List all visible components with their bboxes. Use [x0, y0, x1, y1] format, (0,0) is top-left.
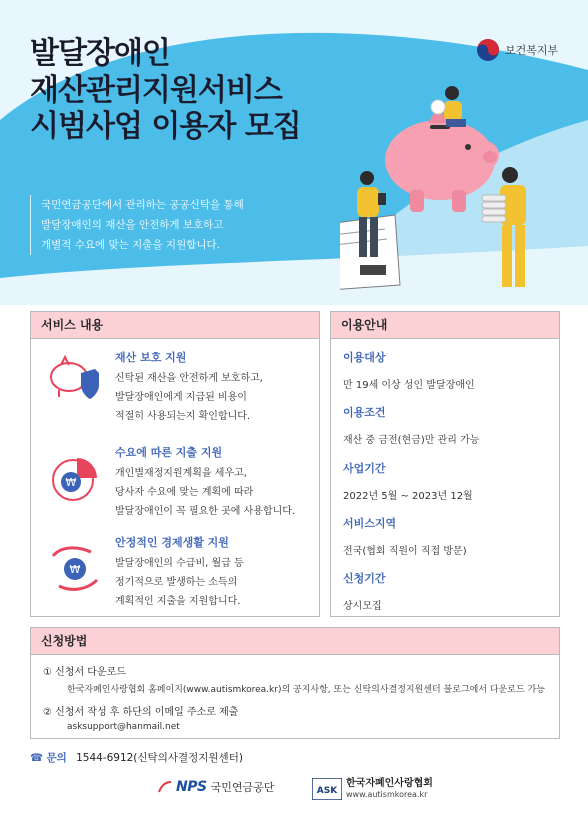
apply-step-2: ② 신청서 작성 후 하단의 이메일 주소로 제출 — [43, 707, 239, 718]
services-header: 서비스 내용 — [31, 312, 319, 339]
usage-value: 재산 중 금전(현금)만 관리 가능 — [343, 435, 480, 446]
ministry-name: 보건복지부 — [505, 44, 559, 57]
title-line-1: 발달장애인 — [30, 36, 170, 71]
nps-logo — [158, 779, 274, 795]
intro-line: 국민연금공단에서 관리하는 공공신탁을 통해 — [41, 199, 244, 211]
ministry-logo — [476, 38, 558, 62]
usage-label: 이용조건 — [343, 406, 386, 419]
usage-item — [343, 570, 386, 612]
usage-value: 만 19세 이상 성인 발달장애인 — [343, 380, 475, 391]
taeguk-emblem-icon — [476, 38, 500, 62]
usage-value: 2022년 5월 ~ 2023년 12월 — [343, 491, 473, 502]
usage-label: 사업기간 — [343, 462, 386, 475]
won-pie-chart-icon — [47, 450, 103, 506]
intro-text — [30, 195, 341, 255]
service-title: 안정적인 경제생활 지원 — [115, 536, 229, 549]
hands-won-coin-icon — [47, 540, 103, 596]
hero-illustration — [340, 85, 570, 290]
intro-line: 개별적 수요에 맞는 지출을 지원합니다. — [41, 239, 220, 251]
nps-swoosh-icon — [158, 780, 172, 794]
usage-item — [343, 349, 475, 391]
kaa-url[interactable]: www.autismkorea.kr — [346, 790, 428, 799]
usage-label: 신청기간 — [343, 572, 386, 585]
service-title: 수요에 따른 지출 지원 — [115, 446, 223, 459]
usage-item — [343, 404, 479, 446]
usage-box — [330, 311, 560, 617]
usage-header: 이용안내 — [331, 312, 559, 339]
title-line-3: 시범사업 이용자 모집 — [30, 109, 301, 145]
kaa-text — [346, 778, 433, 800]
usage-item — [343, 515, 467, 557]
nps-name: 국민연금공단 — [210, 781, 275, 794]
kaa-name: 한국자폐인사랑협회 — [346, 778, 433, 789]
usage-value: 상시모집 — [343, 601, 382, 612]
service-title: 재산 보호 지원 — [115, 351, 187, 364]
nps-mark: NPS — [176, 779, 207, 795]
contact-label: 문의 — [46, 752, 67, 764]
ask-badge-text: ASK — [316, 786, 338, 796]
phone-icon: ☎ — [30, 752, 44, 764]
piggy-shield-icon — [47, 353, 103, 403]
kaa-logo — [312, 778, 433, 800]
intro-line: 발달장애인의 재산을 안전하게 보호하고 — [41, 219, 224, 231]
apply-email[interactable]: asksupport@hanmail.net — [67, 722, 180, 732]
contact-number[interactable]: 1544-6912(신탁의사결정지원센터) — [76, 752, 243, 764]
page-title — [30, 36, 301, 146]
service-desc: 개인별재정지원계획을 세우고, 당사자 수요에 맞는 계획에 따라 발달장애인이 꼭 필요한 곳에 사용합니다. — [115, 468, 296, 517]
contact-line — [30, 750, 243, 765]
apply-step-1: ① 신청서 다운로드 — [43, 667, 126, 678]
title-line-2: 재산관리지원서비스 — [30, 72, 282, 108]
usage-label: 서비스지역 — [343, 517, 397, 530]
service-desc: 신탁된 재산을 안전하게 보호하고, 발달장애인에게 지급된 비용이 적절히 사용되는지 확인합니다. — [115, 373, 263, 422]
usage-label: 이용대상 — [343, 351, 386, 364]
usage-item — [343, 460, 473, 502]
services-box — [30, 311, 320, 617]
usage-value: 전국(협회 직원이 직접 방문) — [343, 546, 467, 557]
service-desc: 발달장애인의 수급비, 월급 등 정기적으로 발생하는 소득의 계획적인 지출을 지원합니다. — [115, 558, 244, 607]
hero-banner — [0, 0, 588, 305]
apply-step-1-detail: 한국자폐인사랑협회 홈페이지(www.autismkorea.kr)의 공지사항, 또는 신탁의사결정지원센터 블로그에서 다운로드 가능 — [67, 685, 545, 695]
person-coins-icon — [482, 167, 526, 287]
ask-badge-icon — [312, 778, 342, 800]
svg-text:₩: ₩ — [65, 476, 77, 489]
apply-box — [30, 627, 560, 739]
svg-text:₩: ₩ — [69, 563, 81, 576]
apply-header: 신청방법 — [31, 628, 559, 655]
